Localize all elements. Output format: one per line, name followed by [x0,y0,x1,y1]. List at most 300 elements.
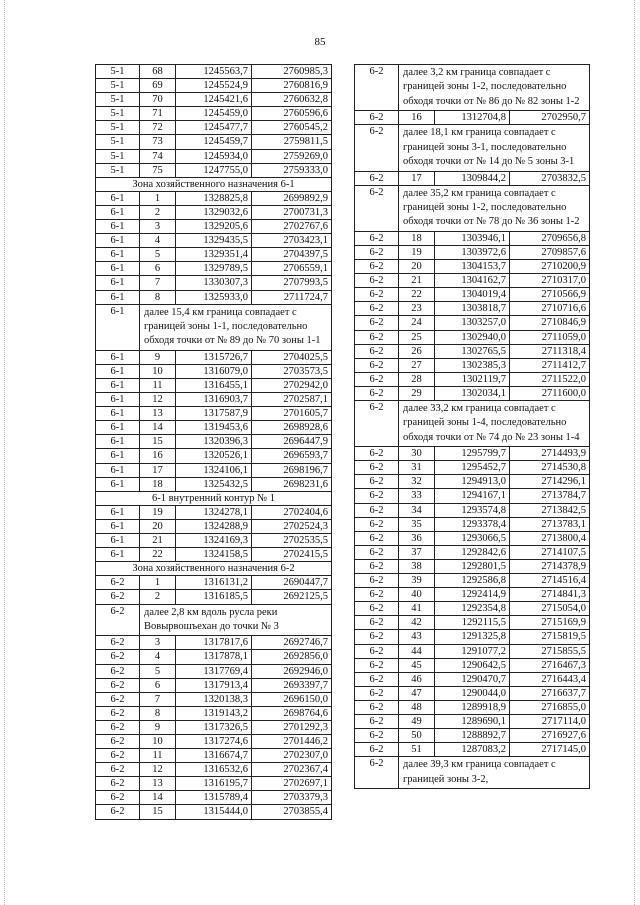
zone-code-cell: 6-2 [355,358,399,372]
zone-code-cell: 6-2 [96,706,140,720]
zone-code-cell: 6-2 [355,489,399,503]
point-number-cell: 70 [140,93,176,107]
y-coordinate-cell: 2759333,0 [252,163,332,177]
note-row [355,400,590,446]
y-coordinate-cell: 2704397,5 [252,248,332,262]
zone-code-cell: 5-1 [96,107,140,121]
point-number-cell: 18 [399,231,435,245]
x-coordinate-cell: 1309844,2 [435,171,510,185]
boundary-note-cell: далее 15,4 км граница совпадает с границей зоны 1-1, последовательно обходя точки от № 89 до № 70 зоны 1-1 [140,304,332,350]
table-row [96,276,332,290]
table-row [355,372,590,386]
x-coordinate-cell: 1292354,8 [435,602,510,616]
y-coordinate-cell: 2714296,1 [510,475,590,489]
zone-code-cell: 6-2 [96,763,140,777]
point-number-cell: 7 [140,692,176,706]
table-row [96,407,332,421]
point-number-cell: 7 [140,276,176,290]
zone-code-cell: 6-2 [96,692,140,706]
x-coordinate-cell: 1294913,0 [435,475,510,489]
point-number-cell: 75 [140,163,176,177]
table-row [96,463,332,477]
y-coordinate-cell: 2703423,1 [252,234,332,248]
boundary-note-cell: далее 3,2 км граница совпадает с границей зоны 1-2, последовательно обходя точки от № 86 до № 82 зоны 1-2 [399,65,590,111]
point-number-cell: 71 [140,107,176,121]
x-coordinate-cell: 1330307,3 [176,276,252,290]
y-coordinate-cell: 2714841,3 [510,588,590,602]
point-number-cell: 2 [140,205,176,219]
x-coordinate-cell: 1292115,5 [435,616,510,630]
table-row [355,288,590,302]
point-number-cell: 11 [140,379,176,393]
x-coordinate-cell: 1245563,7 [176,65,252,79]
table-row [96,107,332,121]
table-row [355,672,590,686]
table-row [96,692,332,706]
zone-code-cell: 6-1 [96,191,140,205]
x-coordinate-cell: 1329789,5 [176,262,252,276]
table-row [355,588,590,602]
x-coordinate-cell: 1289918,9 [435,700,510,714]
boundary-note-cell: далее 35,2 км граница совпадает с границей зоны 1-2, последовательно обходя точки от № 78 до № 36 зоны 1-2 [399,185,590,231]
y-coordinate-cell: 2702367,4 [252,763,332,777]
table-row [355,344,590,358]
point-number-cell: 3 [140,636,176,650]
zone-code-cell: 5-1 [96,135,140,149]
table-row [355,475,590,489]
point-number-cell: 19 [399,245,435,259]
point-number-cell: 6 [140,262,176,276]
point-number-cell: 69 [140,79,176,93]
y-coordinate-cell: 2702524,3 [252,519,332,533]
y-coordinate-cell: 2760985,3 [252,65,332,79]
table-row [96,505,332,519]
y-coordinate-cell: 2710317,0 [510,274,590,288]
zone-code-cell: 6-2 [355,644,399,658]
x-coordinate-cell: 1317878,1 [176,650,252,664]
y-coordinate-cell: 2701605,7 [252,407,332,421]
page-number: 85 [314,36,326,48]
zone-header-row [96,491,332,505]
point-number-cell: 51 [399,743,435,757]
point-number-cell: 68 [140,65,176,79]
x-coordinate-cell: 1317274,6 [176,734,252,748]
point-number-cell: 37 [399,545,435,559]
x-coordinate-cell: 1302765,5 [435,344,510,358]
point-number-cell: 29 [399,386,435,400]
point-number-cell: 9 [140,720,176,734]
x-coordinate-cell: 1292414,9 [435,588,510,602]
x-coordinate-cell: 1245459,7 [176,135,252,149]
y-coordinate-cell: 2709656,8 [510,231,590,245]
table-row [96,534,332,548]
x-coordinate-cell: 1317326,5 [176,720,252,734]
x-coordinate-cell: 1245934,0 [176,149,252,163]
y-coordinate-cell: 2703832,5 [510,171,590,185]
y-coordinate-cell: 2702587,1 [252,393,332,407]
table-row [355,700,590,714]
y-coordinate-cell: 2692125,5 [252,590,332,604]
table-row [96,79,332,93]
table-row [96,65,332,79]
zone-code-cell: 6-2 [355,400,399,446]
x-coordinate-cell: 1319453,6 [176,421,252,435]
zone-code-cell: 6-1 [96,463,140,477]
coordinates-table-right [354,64,590,789]
x-coordinate-cell: 1292801,5 [435,559,510,573]
y-coordinate-cell: 2711724,7 [252,290,332,304]
zone-code-cell: 6-2 [355,531,399,545]
x-coordinate-cell: 1315789,4 [176,791,252,805]
zone-code-cell: 6-2 [96,650,140,664]
x-coordinate-cell: 1324158,5 [176,548,252,562]
table-row [355,330,590,344]
table-row [355,111,590,125]
point-number-cell: 42 [399,616,435,630]
y-coordinate-cell: 2710200,9 [510,260,590,274]
zone-code-cell: 6-2 [355,545,399,559]
x-coordinate-cell: 1329205,6 [176,220,252,234]
note-row [355,65,590,111]
table-row [355,545,590,559]
y-coordinate-cell: 2714516,4 [510,574,590,588]
table-row [96,93,332,107]
table-row [355,489,590,503]
point-number-cell: 41 [399,602,435,616]
x-coordinate-cell: 1329032,6 [176,205,252,219]
x-coordinate-cell: 1291325,8 [435,630,510,644]
y-coordinate-cell: 2699892,9 [252,191,332,205]
table-row [96,749,332,763]
table-row [355,447,590,461]
point-number-cell: 28 [399,372,435,386]
x-coordinate-cell: 1304162,7 [435,274,510,288]
zone-code-cell: 6-1 [96,234,140,248]
zone-code-cell: 6-2 [355,111,399,125]
x-coordinate-cell: 1324278,1 [176,505,252,519]
table-row [355,616,590,630]
point-number-cell: 30 [399,447,435,461]
y-coordinate-cell: 2759269,0 [252,149,332,163]
y-coordinate-cell: 2703573,5 [252,364,332,378]
table-row [96,664,332,678]
zone-code-cell: 6-2 [355,686,399,700]
zone-code-cell: 6-2 [355,630,399,644]
zone-code-cell: 6-2 [96,636,140,650]
y-coordinate-cell: 2714493,9 [510,447,590,461]
y-coordinate-cell: 2693397,7 [252,678,332,692]
table-row [96,678,332,692]
y-coordinate-cell: 2711059,0 [510,330,590,344]
x-coordinate-cell: 1320526,1 [176,449,252,463]
y-coordinate-cell: 2715819,5 [510,630,590,644]
zone-code-cell: 6-2 [355,475,399,489]
boundary-note-cell: далее 39,3 км граница совпадает с границей зоны 3-2, [399,757,590,789]
point-number-cell: 32 [399,475,435,489]
table-row [96,720,332,734]
table-row [355,602,590,616]
x-coordinate-cell: 1320396,3 [176,435,252,449]
zone-code-cell: 6-2 [96,576,140,590]
zone-code-cell: 6-2 [96,777,140,791]
x-coordinate-cell: 1302940,0 [435,330,510,344]
zone-code-cell: 6-1 [96,205,140,219]
zone-code-cell: 6-1 [96,393,140,407]
y-coordinate-cell: 2710716,6 [510,302,590,316]
zone-code-cell: 6-1 [96,548,140,562]
point-number-cell: 45 [399,658,435,672]
y-coordinate-cell: 2710846,9 [510,316,590,330]
table-row [96,763,332,777]
point-number-cell: 13 [140,407,176,421]
y-coordinate-cell: 2706559,1 [252,262,332,276]
x-coordinate-cell: 1325933,0 [176,290,252,304]
zone-code-cell: 6-2 [96,604,140,636]
y-coordinate-cell: 2696150,0 [252,692,332,706]
x-coordinate-cell: 1315726,7 [176,350,252,364]
x-coordinate-cell: 1319143,2 [176,706,252,720]
point-number-cell: 4 [140,234,176,248]
zone-code-cell: 6-2 [96,720,140,734]
point-number-cell: 16 [399,111,435,125]
point-number-cell: 27 [399,358,435,372]
point-number-cell: 46 [399,672,435,686]
table-row [96,205,332,219]
table-row [355,260,590,274]
x-coordinate-cell: 1302034,1 [435,386,510,400]
point-number-cell: 6 [140,678,176,692]
y-coordinate-cell: 2716637,7 [510,686,590,700]
zone-code-cell: 6-2 [355,344,399,358]
y-coordinate-cell: 2711600,0 [510,386,590,400]
point-number-cell: 49 [399,714,435,728]
zone-code-cell: 5-1 [96,121,140,135]
x-coordinate-cell: 1316131,2 [176,576,252,590]
zone-code-cell: 5-1 [96,163,140,177]
point-number-cell: 11 [140,749,176,763]
zone-code-cell: 6-2 [96,664,140,678]
zone-code-cell: 6-2 [96,734,140,748]
zone-code-cell: 5-1 [96,79,140,93]
zone-code-cell: 6-1 [96,407,140,421]
table-row [96,650,332,664]
y-coordinate-cell: 2716855,0 [510,700,590,714]
zone-code-cell: 6-2 [355,65,399,111]
y-coordinate-cell: 2692856,0 [252,650,332,664]
point-number-cell: 24 [399,316,435,330]
x-coordinate-cell: 1304019,4 [435,288,510,302]
x-coordinate-cell: 1294167,1 [435,489,510,503]
y-coordinate-cell: 2713800,4 [510,531,590,545]
y-coordinate-cell: 2716927,6 [510,729,590,743]
table-row [355,231,590,245]
x-coordinate-cell: 1292586,8 [435,574,510,588]
y-coordinate-cell: 2715855,5 [510,644,590,658]
zone-code-cell: 6-2 [355,714,399,728]
scan-edge-right [634,0,636,905]
x-coordinate-cell: 1315444,0 [176,805,252,819]
note-row [355,757,590,789]
zone-code-cell: 6-2 [355,743,399,757]
zone-code-cell: 6-2 [355,574,399,588]
table-row [355,171,590,185]
note-row [96,304,332,350]
zone-code-cell: 6-2 [355,245,399,259]
point-number-cell: 17 [399,171,435,185]
boundary-note-cell: далее 18,1 км граница совпадает с границей зоны 3-1, последовательно обходя точки от № 14 до № 5 зоны 3-1 [399,125,590,171]
x-coordinate-cell: 1324106,1 [176,463,252,477]
x-coordinate-cell: 1290044,0 [435,686,510,700]
table-row [96,364,332,378]
table-row [355,517,590,531]
y-coordinate-cell: 2690447,7 [252,576,332,590]
zone-code-cell: 6-2 [355,288,399,302]
zone-code-cell: 6-2 [355,602,399,616]
point-number-cell: 5 [140,664,176,678]
x-coordinate-cell: 1291077,2 [435,644,510,658]
zone-code-cell: 6-2 [355,125,399,171]
zone-code-cell: 5-1 [96,93,140,107]
y-coordinate-cell: 2698764,6 [252,706,332,720]
y-coordinate-cell: 2698928,6 [252,421,332,435]
zone-title-cell: Зона хозяйственного назначения 6-1 [96,177,332,191]
y-coordinate-cell: 2760816,9 [252,79,332,93]
point-number-cell: 18 [140,477,176,491]
table-row [355,386,590,400]
point-number-cell: 10 [140,364,176,378]
zone-code-cell: 6-2 [355,461,399,475]
zone-title-cell: Зона хозяйственного назначения 6-2 [96,562,332,576]
table-row [355,503,590,517]
zone-header-row [96,177,332,191]
x-coordinate-cell: 1329435,5 [176,234,252,248]
table-row [96,435,332,449]
table-row [96,234,332,248]
x-coordinate-cell: 1316903,7 [176,393,252,407]
zone-code-cell: 6-2 [355,302,399,316]
y-coordinate-cell: 2702535,5 [252,534,332,548]
x-coordinate-cell: 1317817,6 [176,636,252,650]
point-number-cell: 36 [399,531,435,545]
zone-code-cell: 6-1 [96,220,140,234]
zone-code-cell: 6-2 [355,330,399,344]
y-coordinate-cell: 2702942,0 [252,379,332,393]
table-row [96,519,332,533]
zone-code-cell: 6-2 [355,700,399,714]
y-coordinate-cell: 2714378,9 [510,559,590,573]
x-coordinate-cell: 1303946,1 [435,231,510,245]
table-row [355,274,590,288]
x-coordinate-cell: 1316195,7 [176,777,252,791]
x-coordinate-cell: 1288892,7 [435,729,510,743]
table-row [96,791,332,805]
zone-code-cell: 6-1 [96,364,140,378]
x-coordinate-cell: 1317769,4 [176,664,252,678]
x-coordinate-cell: 1316079,0 [176,364,252,378]
x-coordinate-cell: 1328825,8 [176,191,252,205]
table-row [355,630,590,644]
point-number-cell: 40 [399,588,435,602]
y-coordinate-cell: 2692946,0 [252,664,332,678]
y-coordinate-cell: 2702415,5 [252,548,332,562]
y-coordinate-cell: 2696447,9 [252,435,332,449]
x-coordinate-cell: 1316532,6 [176,763,252,777]
y-coordinate-cell: 2715169,9 [510,616,590,630]
table-row [355,729,590,743]
table-row [355,658,590,672]
y-coordinate-cell: 2709857,6 [510,245,590,259]
x-coordinate-cell: 1293574,8 [435,503,510,517]
y-coordinate-cell: 2713784,7 [510,489,590,503]
point-number-cell: 14 [140,421,176,435]
table-row [96,163,332,177]
zone-code-cell: 6-2 [355,616,399,630]
zone-header-row [96,562,332,576]
point-number-cell: 48 [399,700,435,714]
table-row [96,379,332,393]
zone-code-cell: 6-1 [96,449,140,463]
y-coordinate-cell: 2711412,7 [510,358,590,372]
table-row [355,714,590,728]
x-coordinate-cell: 1316185,5 [176,590,252,604]
zone-code-cell: 6-2 [355,729,399,743]
x-coordinate-cell: 1302119,7 [435,372,510,386]
y-coordinate-cell: 2760545,2 [252,121,332,135]
zone-code-cell: 6-1 [96,350,140,364]
point-number-cell: 39 [399,574,435,588]
table-row [96,191,332,205]
table-row [96,421,332,435]
table-row [96,636,332,650]
y-coordinate-cell: 2716467,3 [510,658,590,672]
table-row [355,644,590,658]
y-coordinate-cell: 2701292,3 [252,720,332,734]
y-coordinate-cell: 2703855,4 [252,805,332,819]
point-number-cell: 43 [399,630,435,644]
table-row [96,734,332,748]
y-coordinate-cell: 2702307,0 [252,749,332,763]
y-coordinate-cell: 2692746,7 [252,636,332,650]
x-coordinate-cell: 1245421,6 [176,93,252,107]
point-number-cell: 17 [140,463,176,477]
table-row [96,477,332,491]
table-row [96,135,332,149]
table-row [96,706,332,720]
y-coordinate-cell: 2702767,6 [252,220,332,234]
zone-code-cell: 6-2 [355,185,399,231]
scan-edge-left [4,0,6,905]
zone-code-cell: 6-2 [355,372,399,386]
y-coordinate-cell: 2702950,7 [510,111,590,125]
table-row [96,220,332,234]
x-coordinate-cell: 1304153,7 [435,260,510,274]
y-coordinate-cell: 2759811,5 [252,135,332,149]
point-number-cell: 12 [140,763,176,777]
note-row [96,604,332,636]
coordinates-table-left [95,64,332,820]
y-coordinate-cell: 2716443,4 [510,672,590,686]
y-coordinate-cell: 2704025,5 [252,350,332,364]
y-coordinate-cell: 2698196,7 [252,463,332,477]
y-coordinate-cell: 2713842,5 [510,503,590,517]
zone-code-cell: 6-2 [96,749,140,763]
point-number-cell: 44 [399,644,435,658]
zone-code-cell: 6-1 [96,304,140,350]
zone-code-cell: 6-1 [96,505,140,519]
table-row [96,590,332,604]
table-row [355,559,590,573]
zone-code-cell: 6-1 [96,379,140,393]
